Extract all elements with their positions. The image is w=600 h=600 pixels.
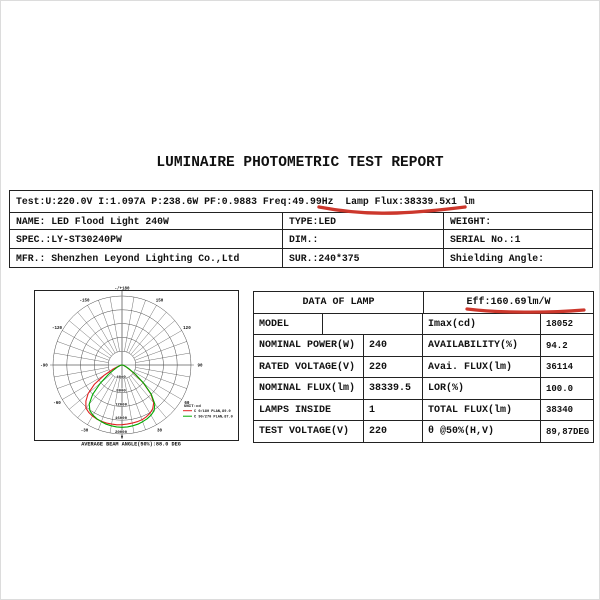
availability-value: 94.2	[546, 340, 568, 351]
svg-text:C 90/270 PLAN,87.0: C 90/270 PLAN,87.0	[194, 415, 233, 420]
theta-50-value: 89,87DEG	[546, 426, 590, 437]
lamp-data-table	[253, 291, 594, 443]
average-beam-angle-note: AVERAGE BEAM ANGLE(50%):88.0 DEG	[81, 441, 181, 447]
svg-text:60: 60	[184, 401, 190, 406]
nominal-flux-value: 38339.5	[364, 378, 423, 399]
svg-text:4000: 4000	[116, 375, 126, 380]
avai-flux-label: Avai. FLUX(lm)	[423, 357, 541, 377]
svg-text:16000: 16000	[114, 417, 128, 422]
table-row	[10, 249, 592, 267]
total-flux-label: TOTAL FLUX(lm)	[423, 400, 541, 420]
test-voltage-label: TEST VOLTAGE(V)	[254, 421, 364, 442]
theta-50-label: θ @50%(H,V)	[423, 421, 541, 442]
weight-cell: WEIGHT:	[450, 215, 492, 227]
shielding-angle-cell: Shielding Angle:	[450, 252, 545, 264]
dim-cell: DIM.:	[283, 230, 444, 248]
model-value	[323, 314, 423, 334]
mfr-cell: MFR.: Shenzhen Leyond Lighting Co.,Ltd	[10, 249, 283, 267]
nominal-power-label: NOMINAL POWER(W)	[254, 335, 364, 356]
rated-voltage-value: 220	[364, 357, 423, 377]
svg-text:0: 0	[120, 436, 124, 441]
svg-text:-/+180: -/+180	[114, 287, 130, 292]
table-row	[254, 335, 593, 357]
svg-text:20000: 20000	[114, 431, 128, 435]
availability-label: AVAILABILITY(%)	[423, 335, 541, 356]
svg-text:120: 120	[183, 326, 191, 331]
lor-value: 100.0	[546, 383, 574, 394]
serial-cell: SERIAL No.:1	[450, 233, 521, 245]
nominal-power-value: 240	[364, 335, 423, 356]
lamp-flux-text: Lamp Flux:38339.5x1 lm	[345, 196, 475, 207]
svg-text:90: 90	[197, 364, 203, 369]
test-conditions-text: Test:U:220.0V I:1.097A P:238.6W PF:0.9883 Freq:49.99Hz	[16, 196, 346, 207]
imax-label: Imax(cd)	[423, 314, 541, 334]
rated-voltage-label: RATED VOLTAGE(V)	[254, 357, 364, 377]
model-label: MODEL	[254, 314, 323, 334]
nominal-flux-label: NOMINAL FLUX(lm)	[254, 378, 364, 399]
svg-text:-90: -90	[40, 364, 48, 369]
svg-text:-150: -150	[79, 299, 90, 304]
svg-text:-120: -120	[52, 326, 63, 331]
table-row	[254, 357, 593, 378]
lamps-inside-label: LAMPS INSIDE	[254, 400, 364, 420]
test-conditions-row	[10, 191, 592, 213]
type-cell: TYPE:LED	[283, 213, 444, 229]
svg-text:12000: 12000	[114, 403, 128, 408]
spec-cell: SPEC.:LY-ST30240PW	[10, 230, 283, 248]
polar-photometric-chart	[34, 284, 239, 447]
sur-cell: SUR.:240*375	[283, 249, 444, 267]
svg-text:C 0/180 PLAN,89.0: C 0/180 PLAN,89.0	[194, 410, 231, 414]
svg-text:150: 150	[155, 299, 164, 304]
table-row	[254, 421, 593, 442]
table-row	[254, 314, 593, 335]
avai-flux-value: 36114	[546, 362, 574, 372]
table-row	[254, 378, 593, 400]
efficacy-header: Eff:160.69lm/W	[466, 297, 551, 308]
test-voltage-value: 220	[364, 421, 423, 442]
table-row	[10, 213, 592, 230]
info-table	[9, 190, 593, 268]
svg-text:8000: 8000	[116, 389, 126, 394]
svg-text:UNIT:cd: UNIT:cd	[184, 405, 201, 409]
table-row	[254, 400, 593, 421]
imax-value: 18052	[546, 319, 574, 329]
table-row	[10, 230, 592, 249]
lor-label: LOR(%)	[423, 378, 541, 399]
page-title: LUMINAIRE PHOTOMETRIC TEST REPORT	[156, 155, 444, 171]
svg-text:-60: -60	[53, 401, 61, 406]
lamps-inside-value: 1	[364, 400, 423, 420]
table-header-row	[254, 292, 593, 314]
svg-text:-30: -30	[80, 429, 89, 434]
total-flux-value: 38340	[546, 405, 574, 415]
data-of-lamp-header: DATA OF LAMP	[254, 292, 424, 313]
svg-text:30: 30	[156, 429, 163, 434]
name-cell: NAME: LED Flood Light 240W	[10, 213, 283, 229]
